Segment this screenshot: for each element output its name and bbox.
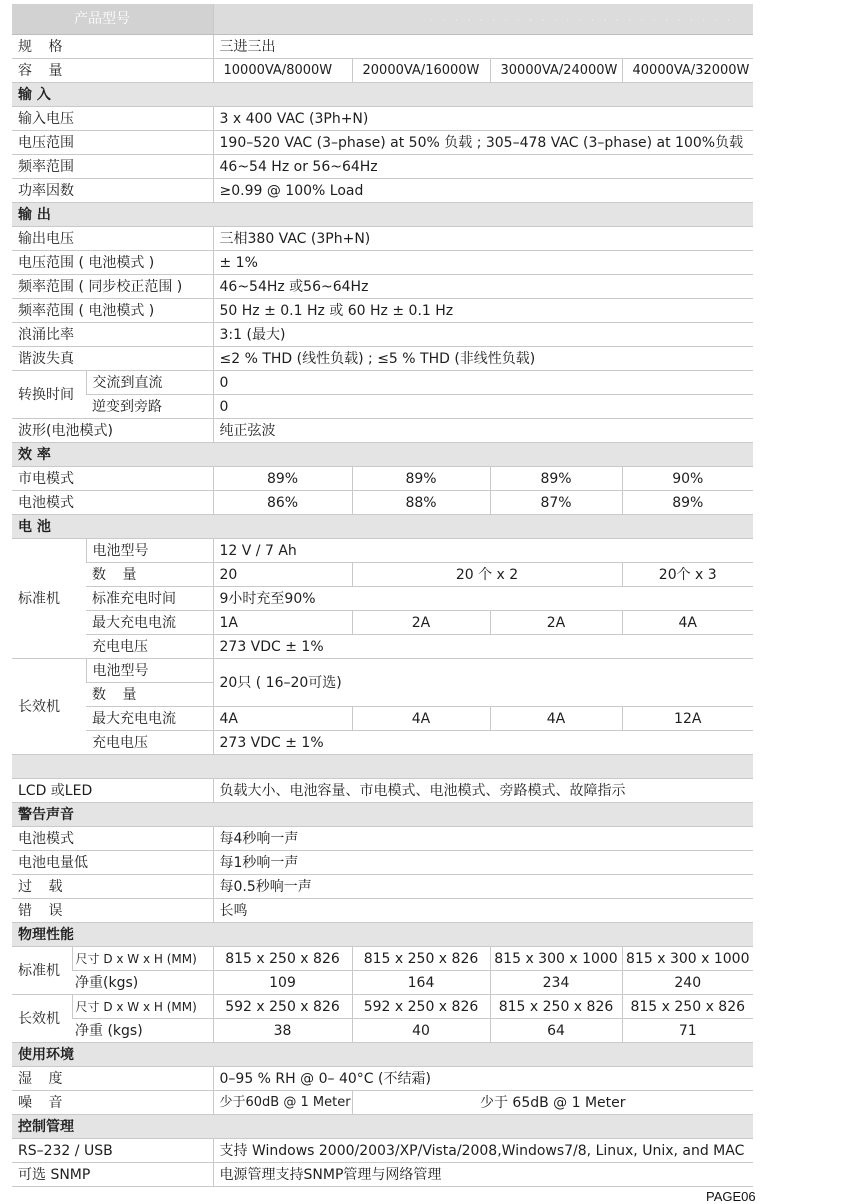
row-value: 20只 ( 16–20可选) <box>213 659 753 707</box>
battery-standard-label: 标准机 <box>12 539 86 659</box>
efficiency-row <box>12 491 753 515</box>
row-label: 数 量 <box>86 563 213 587</box>
row-value: ≥0.99 @ 100% Load <box>213 179 753 203</box>
header-row <box>12 4 753 35</box>
weight-value: 234 <box>490 971 622 995</box>
row-label: 浪涌比率 <box>12 323 213 347</box>
row-value: ≤2 % THD (线性负载) ; ≤5 % THD (非线性负载) <box>213 347 753 371</box>
battery-std-row <box>12 539 753 563</box>
dim-value: 815 x 300 x 1000 <box>622 947 753 971</box>
physical-row <box>12 971 753 995</box>
section-efficiency <box>12 443 753 467</box>
row-label: 电压范围 <box>12 131 213 155</box>
row-value: 3:1 (最大) <box>213 323 753 347</box>
section-title: 电 池 <box>12 515 753 539</box>
efficiency-value: 88% <box>352 491 490 515</box>
current-value: 2A <box>490 611 622 635</box>
section-output <box>12 203 753 227</box>
weight-value: 109 <box>213 971 352 995</box>
dim-value: 815 x 250 x 826 <box>622 995 753 1019</box>
row-label: 数 量 <box>86 683 213 707</box>
row-label: 输出电压 <box>12 227 213 251</box>
row-value: 46~54Hz 或56~64Hz <box>213 275 753 299</box>
row-label: RS–232 / USB <box>12 1139 213 1163</box>
section-title: 效 率 <box>12 443 753 467</box>
row-label: 充电电压 <box>86 731 213 755</box>
transfer-row <box>12 371 753 395</box>
input-row <box>12 155 753 179</box>
input-row <box>12 131 753 155</box>
row-label: 噪 音 <box>12 1091 213 1115</box>
management-row <box>12 1139 753 1163</box>
efficiency-value: 86% <box>213 491 352 515</box>
efficiency-value: 89% <box>490 467 622 491</box>
input-row <box>12 179 753 203</box>
capacity-label: 容 量 <box>12 59 213 83</box>
row-value: 3 x 400 VAC (3Ph+N) <box>213 107 753 131</box>
transfer-inv-bypass-value: 0 <box>213 395 753 419</box>
section-management <box>12 1115 753 1139</box>
section-environment <box>12 1043 753 1067</box>
dim-label: 尺寸 D x W x H (MM) <box>72 995 213 1019</box>
row-value: 每4秒响一声 <box>213 827 753 851</box>
capacity-model-4: 40000VA/32000W <box>622 59 753 83</box>
row-value: 9小时充至90% <box>213 587 753 611</box>
display-row <box>12 779 753 803</box>
efficiency-value: 89% <box>622 491 753 515</box>
physical-row <box>12 1019 753 1043</box>
waveform-row <box>12 419 753 443</box>
row-label: 充电电压 <box>86 635 213 659</box>
dim-value: 592 x 250 x 826 <box>352 995 490 1019</box>
noise-value-rest: 少于 65dB @ 1 Meter <box>352 1091 753 1115</box>
header-decoration: . . . . . . . . . . . . . . . . . . . . . . . . . <box>213 4 753 35</box>
transfer-ac-dc-label: 交流到直流 <box>86 371 213 395</box>
row-value: 273 VDC ± 1% <box>213 635 753 659</box>
spec-sheet <box>12 4 753 1187</box>
efficiency-value: 87% <box>490 491 622 515</box>
transfer-inv-bypass-label: 逆变到旁路 <box>86 395 213 419</box>
battery-std-row <box>12 635 753 659</box>
efficiency-row <box>12 467 753 491</box>
row-value: 190–520 VAC (3–phase) at 50% 负载 ; 305–478 VAC (3–phase) at 100%负载 <box>213 131 753 155</box>
row-label: 谐波失真 <box>12 347 213 371</box>
row-label: 可选 SNMP <box>12 1163 213 1187</box>
output-row <box>12 251 753 275</box>
row-value: ± 1% <box>213 251 753 275</box>
row-label: 频率范围 ( 同步校正范围 ) <box>12 275 213 299</box>
row-label: 过 载 <box>12 875 213 899</box>
dim-value: 815 x 250 x 826 <box>490 995 622 1019</box>
dim-value: 815 x 250 x 826 <box>213 947 352 971</box>
dim-label: 尺寸 D x W x H (MM) <box>72 947 213 971</box>
spec-value: 三进三出 <box>213 35 753 59</box>
current-value: 4A <box>622 611 753 635</box>
row-label: 标准充电时间 <box>86 587 213 611</box>
current-value: 4A <box>352 707 490 731</box>
battery-long-row <box>12 731 753 755</box>
row-label: 市电模式 <box>12 467 213 491</box>
section-title: 控制管理 <box>12 1115 753 1139</box>
battery-long-row <box>12 707 753 731</box>
row-label: 错 误 <box>12 899 213 923</box>
capacity-model-1: 10000VA/8000W <box>213 59 352 83</box>
row-label: 电池模式 <box>12 827 213 851</box>
transfer-label: 转换时间 <box>12 371 86 419</box>
spec-label: 规 格 <box>12 35 213 59</box>
efficiency-value: 89% <box>352 467 490 491</box>
row-label: 最大充电电流 <box>86 707 213 731</box>
battery-std-row <box>12 611 753 635</box>
section-title: 输 入 <box>12 83 753 107</box>
physical-standard-label: 标准机 <box>12 947 72 995</box>
row-label: 电池型号 <box>86 659 213 683</box>
section-title: 警告声音 <box>12 803 753 827</box>
alarm-row <box>12 899 753 923</box>
dim-value: 815 x 250 x 826 <box>352 947 490 971</box>
efficiency-value: 90% <box>622 467 753 491</box>
row-value: 0–95 % RH @ 0– 40°C (不结霜) <box>213 1067 753 1091</box>
alarm-row <box>12 827 753 851</box>
row-label: 电池型号 <box>86 539 213 563</box>
row-value: 电源管理支持SNMP管理与网络管理 <box>213 1163 753 1187</box>
row-label: 电池模式 <box>12 491 213 515</box>
spec-row <box>12 35 753 59</box>
row-value: 273 VDC ± 1% <box>213 731 753 755</box>
battery-long-label: 长效机 <box>12 659 86 755</box>
noise-row <box>12 1091 753 1115</box>
row-value: 纯正弦波 <box>213 419 753 443</box>
qty-value: 20 <box>213 563 352 587</box>
spec-table <box>12 4 753 1187</box>
row-label: 湿 度 <box>12 1067 213 1091</box>
noise-value-first: 少于60dB @ 1 Meter <box>213 1091 352 1115</box>
weight-value: 40 <box>352 1019 490 1043</box>
current-value: 12A <box>622 707 753 731</box>
physical-long-label: 长效机 <box>12 995 72 1043</box>
capacity-model-2: 20000VA/16000W <box>352 59 490 83</box>
humidity-row <box>12 1067 753 1091</box>
alarm-row <box>12 851 753 875</box>
output-row <box>12 323 753 347</box>
row-label: 波形(电池模式) <box>12 419 213 443</box>
battery-long-row <box>12 659 753 683</box>
row-label: 功率因数 <box>12 179 213 203</box>
row-value: 支持 Windows 2000/2003/XP/Vista/2008,Windows7/8, Linux, Unix, and MAC <box>213 1139 753 1163</box>
row-label: 频率范围 ( 电池模式 ) <box>12 299 213 323</box>
row-value: 12 V / 7 Ah <box>213 539 753 563</box>
dim-value: 592 x 250 x 826 <box>213 995 352 1019</box>
section-input <box>12 83 753 107</box>
weight-value: 64 <box>490 1019 622 1043</box>
section-physical <box>12 923 753 947</box>
weight-value: 164 <box>352 971 490 995</box>
row-value: 46~54 Hz or 56~64Hz <box>213 155 753 179</box>
management-row <box>12 1163 753 1187</box>
weight-label: 净重(kgs) <box>72 971 213 995</box>
efficiency-value: 89% <box>213 467 352 491</box>
row-value: 长鸣 <box>213 899 753 923</box>
physical-row <box>12 995 753 1019</box>
transfer-ac-dc-value: 0 <box>213 371 753 395</box>
section-title: 输 出 <box>12 203 753 227</box>
row-label: 输入电压 <box>12 107 213 131</box>
row-label: 电池电量低 <box>12 851 213 875</box>
transfer-row <box>12 395 753 419</box>
weight-value: 240 <box>622 971 753 995</box>
row-value: 每0.5秒响一声 <box>213 875 753 899</box>
row-value: 50 Hz ± 0.1 Hz 或 60 Hz ± 0.1 Hz <box>213 299 753 323</box>
current-value: 4A <box>213 707 352 731</box>
row-label: 电压范围 ( 电池模式 ) <box>12 251 213 275</box>
section-alarm <box>12 803 753 827</box>
row-label: 最大充电电流 <box>86 611 213 635</box>
output-row <box>12 347 753 371</box>
qty-value: 20 个 x 2 <box>352 563 622 587</box>
current-value: 4A <box>490 707 622 731</box>
section-title: 使用环境 <box>12 1043 753 1067</box>
capacity-row <box>12 59 753 83</box>
section-battery <box>12 515 753 539</box>
battery-std-row <box>12 563 753 587</box>
alarm-row <box>12 875 753 899</box>
dim-value: 815 x 300 x 1000 <box>490 947 622 971</box>
current-value: 2A <box>352 611 490 635</box>
row-value: 每1秒响一声 <box>213 851 753 875</box>
current-value: 1A <box>213 611 352 635</box>
header-title: 产品型号 <box>12 4 213 35</box>
row-label: LCD 或LED <box>12 779 213 803</box>
weight-value: 38 <box>213 1019 352 1043</box>
input-row <box>12 107 753 131</box>
output-row <box>12 299 753 323</box>
blank-cell <box>12 755 753 779</box>
output-row <box>12 275 753 299</box>
page-number: PAGE06 <box>706 1189 756 1204</box>
row-value: 负载大小、电池容量、市电模式、电池模式、旁路模式、故障指示 <box>213 779 753 803</box>
section-blank <box>12 755 753 779</box>
battery-std-row <box>12 587 753 611</box>
weight-value: 71 <box>622 1019 753 1043</box>
row-label: 频率范围 <box>12 155 213 179</box>
capacity-model-3: 30000VA/24000W <box>490 59 622 83</box>
physical-row <box>12 947 753 971</box>
section-title: 物理性能 <box>12 923 753 947</box>
row-value: 三相380 VAC (3Ph+N) <box>213 227 753 251</box>
output-row <box>12 227 753 251</box>
qty-value: 20个 x 3 <box>622 563 753 587</box>
weight-label: 净重 (kgs) <box>72 1019 213 1043</box>
